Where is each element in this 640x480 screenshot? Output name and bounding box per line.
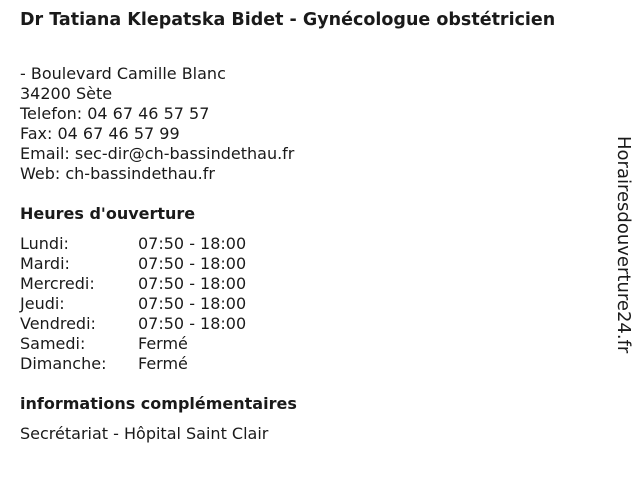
email-address: Email: sec-dir@ch-bassindethau.fr [20, 144, 295, 163]
day-label: Jeudi: [20, 294, 65, 313]
fax-number: Fax: 04 67 46 57 99 [20, 124, 180, 143]
day-label: Mercredi: [20, 274, 95, 293]
time-value: Fermé [138, 334, 188, 353]
time-value: 07:50 - 18:00 [138, 314, 247, 333]
opening-hours-heading: Heures d'ouverture [20, 204, 196, 223]
additional-info-heading: informations complémentaires [20, 394, 297, 413]
additional-info-text: Secrétariat - Hôpital Saint Clair [20, 424, 269, 443]
day-label: Dimanche: [20, 354, 107, 373]
website: Web: ch-bassindethau.fr [20, 164, 215, 183]
day-label: Mardi: [20, 254, 70, 273]
page-title: Dr Tatiana Klepatska Bidet - Gynécologue obstétricien [20, 10, 556, 30]
address-street: - Boulevard Camille Blanc [20, 64, 226, 83]
day-label: Samedi: [20, 334, 86, 353]
time-value: 07:50 - 18:00 [138, 294, 247, 313]
time-value: 07:50 - 18:00 [138, 254, 247, 273]
day-label: Vendredi: [20, 314, 96, 333]
time-value: 07:50 - 18:00 [138, 234, 247, 253]
address-city: 34200 Sète [20, 84, 113, 103]
site-watermark: Horairesdouverture24.fr [613, 136, 634, 354]
time-value: 07:50 - 18:00 [138, 274, 247, 293]
day-label: Lundi: [20, 234, 69, 253]
phone-number: Telefon: 04 67 46 57 57 [20, 104, 210, 123]
time-value: Fermé [138, 354, 188, 373]
contact-block [20, 64, 294, 184]
